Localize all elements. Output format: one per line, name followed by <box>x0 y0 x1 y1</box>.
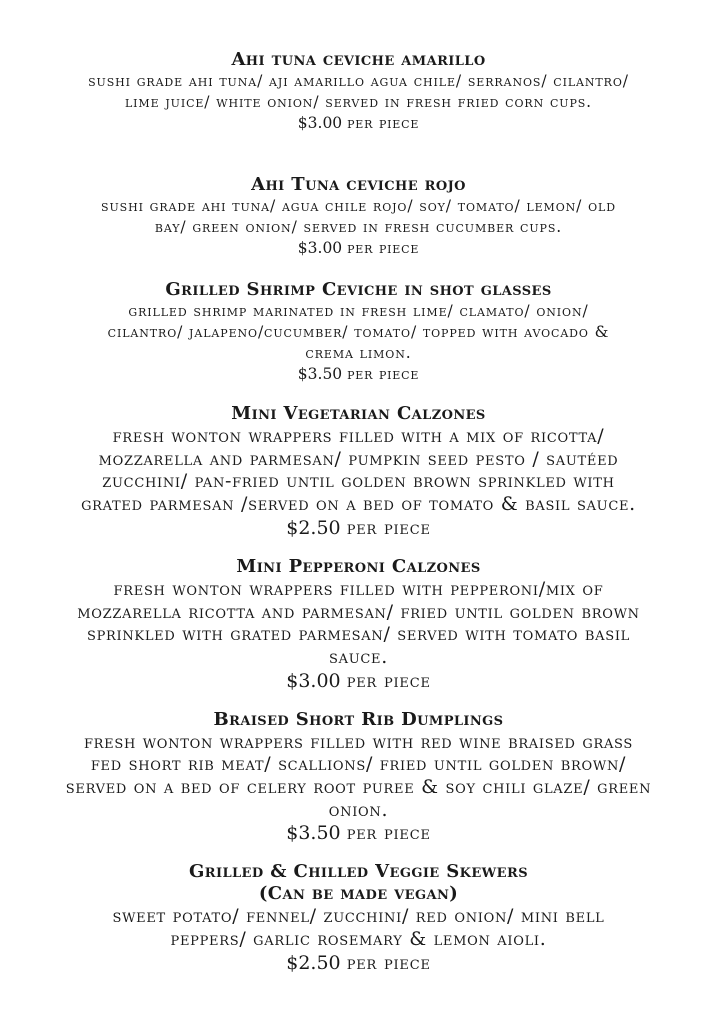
item-title: Ahi tuna ceviche amarillo <box>231 49 486 70</box>
item-description-line: sushi grade ahi tuna/ agua chile rojo/ soy/ tomato/ lemon/ old <box>101 197 616 215</box>
item-description-line: grated parmesan /served on a bed of tomato & basil sauce. <box>81 493 636 516</box>
price-unit: per piece <box>347 239 420 257</box>
item-description-line: mozzarella ricotta and parmesan/ fried until golden brown <box>77 600 640 623</box>
item-description-line: sweet potato/ fennel/ zucchini/ red onion/ mini bell <box>112 905 605 928</box>
price-unit: per piece <box>346 951 431 974</box>
item-description-line: cilantro/ jalapeno/cucumber/ tomato/ topped with avocado & <box>107 323 610 341</box>
price-unit: per piece <box>346 822 431 845</box>
menu-item-ahi-tuna-amarillo <box>0 49 717 134</box>
price-unit: per piece <box>347 114 420 132</box>
catering-menu <box>0 49 717 975</box>
item-title: Grilled Shrimp Ceviche in shot glasses <box>165 279 552 300</box>
item-title: Braised Short Rib Dumplings <box>213 708 504 730</box>
price-amount: $3.50 <box>297 365 343 383</box>
item-price <box>0 669 717 693</box>
price-amount: $3.00 <box>297 239 343 257</box>
menu-item-mini-vegetarian-calzones <box>0 403 717 540</box>
item-price <box>0 951 717 975</box>
item-price <box>0 821 717 845</box>
item-description-line: bay/ green onion/ served in fresh cucumber cups. <box>154 218 563 236</box>
item-description-line: peppers/ garlic rosemary & lemon aioli. <box>170 928 547 951</box>
price-amount: $3.50 <box>286 822 341 845</box>
item-title: Mini Vegetarian Calzones <box>231 403 486 424</box>
item-description-line: fresh wonton wrappers filled with pepperoni/mix of <box>113 577 604 600</box>
item-description-line: crema limon. <box>305 344 412 362</box>
item-description-line: sauce. <box>329 645 388 668</box>
item-description-line: mozzarella and parmesan/ pumpkin seed pesto / sautéed <box>98 447 619 470</box>
price-unit: per piece <box>346 516 431 539</box>
item-description-line: sprinkled with grated parmesan/ served with tomato basil <box>86 623 630 646</box>
item-subtitle: (Can be made vegan) <box>258 883 459 905</box>
menu-item-grilled-shrimp-ceviche <box>0 279 717 385</box>
menu-item-braised-short-rib-dumplings <box>0 709 717 846</box>
item-price <box>0 238 717 259</box>
item-price <box>0 364 717 385</box>
item-description-line: sushi grade ahi tuna/ aji amarillo agua chile/ serranos/ cilantro/ <box>88 72 629 90</box>
item-title: Mini Pepperoni Calzones <box>236 555 481 577</box>
item-description-line: served on a bed of celery root puree & soy chili glaze/ green <box>65 776 652 799</box>
price-unit: per piece <box>347 365 420 383</box>
item-description-line: grilled shrimp marinated in fresh lime/ clamato/ onion/ <box>128 302 589 320</box>
price-amount: $3.00 <box>286 669 341 692</box>
price-amount: $2.50 <box>286 516 341 539</box>
menu-item-ahi-tuna-rojo <box>0 174 717 259</box>
price-amount: $2.50 <box>286 951 341 974</box>
menu-item-mini-pepperoni-calzones <box>0 556 717 693</box>
item-description-line: onion. <box>328 798 389 821</box>
menu-item-veggie-skewers <box>0 861 717 974</box>
item-description-line: fed short rib meat/ scallions/ fried until golden brown/ <box>90 753 627 776</box>
item-title: Ahi Tuna ceviche rojo <box>251 174 466 195</box>
item-description-line: zucchini/ pan-fried until golden brown sprinkled with <box>102 470 615 493</box>
item-description-line: fresh wonton wrappers filled with red wine braised grass <box>83 730 634 753</box>
item-title: Grilled & Chilled Veggie Skewers <box>189 861 528 883</box>
price-amount: $3.00 <box>297 114 343 132</box>
item-description-line: fresh wonton wrappers filled with a mix of ricotta/ <box>112 425 605 447</box>
item-description-line: lime juice/ white onion/ served in fresh fried corn cups. <box>124 93 593 111</box>
item-price <box>0 516 717 540</box>
item-price <box>0 113 717 134</box>
price-unit: per piece <box>346 669 431 692</box>
